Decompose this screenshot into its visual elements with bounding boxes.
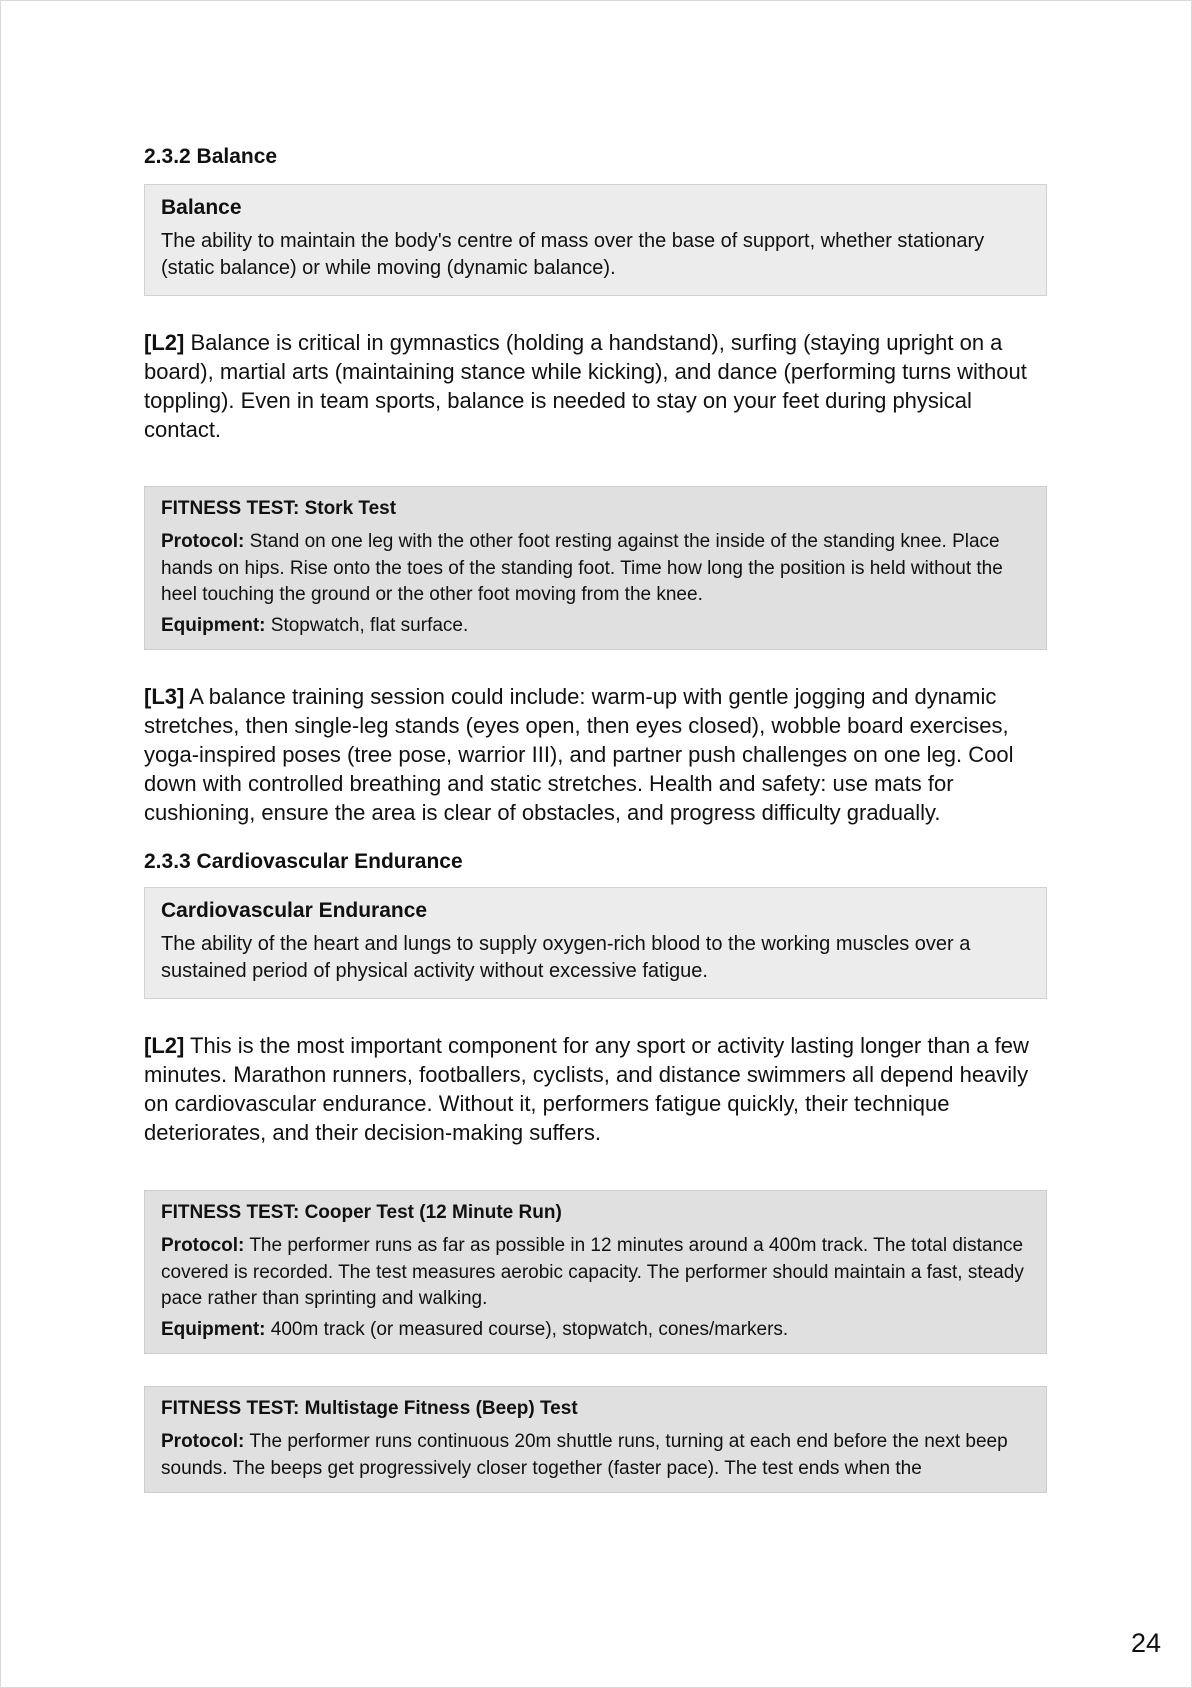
definition-term: Balance [161,196,242,219]
section-heading-cardiovascular-endurance: 2.3.3 Cardiovascular Endurance [144,850,463,873]
definition-text: The ability of the heart and lungs to supply oxygen-rich blood to the working muscles over a sustained period of physical activity without excessive fatigue. [161,933,971,982]
equipment-label: Equipment: [161,614,266,636]
protocol-text: Stand on one leg with the other foot resting against the inside of the standing knee. Place hands on hips. Rise onto the toes of the standing foot. Time how long the position is held without the heel touching the ground or the other foot moving from the knee. [161,531,1003,605]
protocol-label: Protocol: [161,1431,245,1452]
equipment-text: Stopwatch, flat surface. [265,614,469,636]
equipment-text: 400m track (or measured course), stopwatch, cones/markers. [265,1318,789,1340]
paragraph-text: Balance is critical in gymnastics (holding a handstand), surfing (staying upright on a board), martial arts (maintaining stance while kicking), and dance (performing turns without toppling). Even in team sports, balance is needed to stay on your feet during physical contact. [144,330,1027,442]
fitness-test-box-beep [144,1386,1047,1493]
fitness-test-title: FITNESS TEST: Cooper Test (12 Minute Run) [161,1202,562,1223]
level-tag: [L2] [144,1033,185,1058]
level-tag: [L3] [144,684,185,709]
page-number: 24 [1130,1628,1161,1658]
fitness-test-equipment [161,613,1030,640]
definition-text: The ability to maintain the body's centre of mass over the base of support, whether stationary (static balance) or while moving (dynamic balance). [161,230,985,279]
definition-box-balance [144,184,1047,296]
protocol-label: Protocol: [161,531,245,552]
fitness-test-equipment [161,1317,1030,1344]
protocol-text: The performer runs as far as possible in 12 minutes around a 400m track. The total distance covered is recorded. The test measures aerobic capacity. The performer should maintain a fast, steady pace rather than sprinting and walking. [161,1235,1024,1309]
paragraph-text: This is the most important component for any sport or activity lasting longer than a few minutes. Marathon runners, footballers, cyclists, and distance swimmers all depend heavily on cardiovascular endurance. Without it, performers fatigue quickly, their technique deteriorates, and their decision-making suffers. [144,1033,1029,1145]
fitness-test-title: FITNESS TEST: Multistage Fitness (Beep) Test [161,1398,578,1419]
fitness-test-box-cooper [144,1190,1047,1354]
paragraph-text: A balance training session could include: warm-up with gentle jogging and dynamic stretches, then single-leg stands (eyes open, then eyes closed), wobble board exercises, yoga-inspired poses (tree pose, warrior III), and partner push challenges on one leg. Cool down with controlled breathing and static stretches. Health and safety: use mats for cushioning, ensure the area is clear of obstacles, and progress difficulty gradually. [144,684,1014,825]
level3-paragraph-balance [144,682,1049,827]
level2-paragraph-cardio [144,1031,1049,1147]
protocol-label: Protocol: [161,1235,245,1256]
definition-term: Cardiovascular Endurance [161,899,428,922]
definition-box-cardiovascular-endurance [144,887,1047,999]
fitness-test-protocol [161,1233,1030,1313]
protocol-text: The performer runs continuous 20m shuttle runs, turning at each end before the next beep sounds. The beeps get progressively closer together (faster pace). The test ends when the [161,1431,1008,1479]
fitness-test-title: FITNESS TEST: Stork Test [161,498,397,519]
fitness-test-box-stork [144,486,1047,650]
section-heading-balance: 2.3.2 Balance [144,145,278,168]
level-tag: [L2] [144,330,185,355]
level2-paragraph-balance [144,328,1049,444]
fitness-test-protocol [161,529,1030,609]
equipment-label: Equipment: [161,1318,266,1340]
fitness-test-protocol [161,1429,1030,1482]
